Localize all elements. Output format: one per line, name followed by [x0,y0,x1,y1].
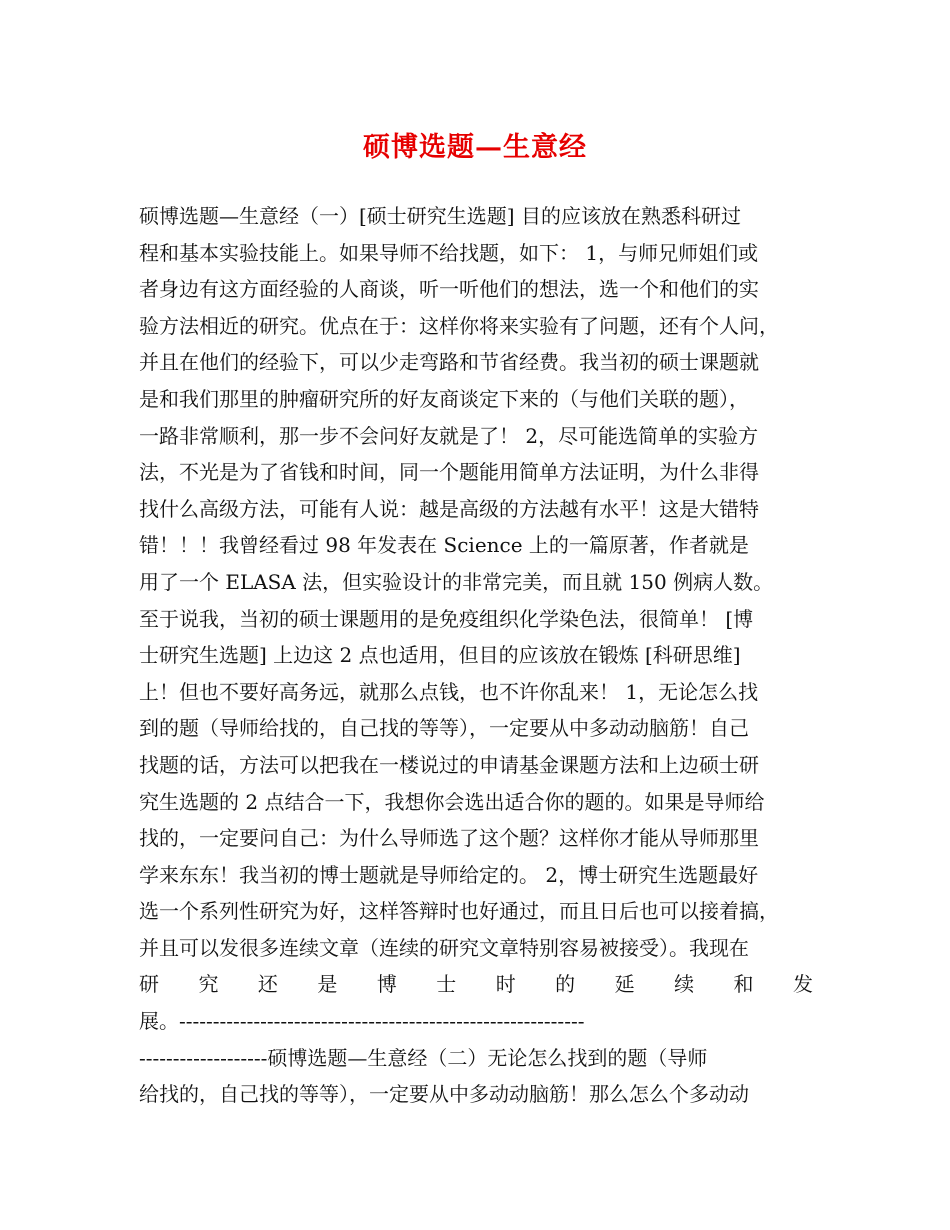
body-line: 用了一个 ELASA 法，但实验设计的非常完美，而且就 150 例病人数。 [139,569,774,594]
body-line: 一路非常顺利，那一步不会问好友就是了！ 2，尽可能选简单的实验方 [139,423,759,448]
body-line: 者身边有这方面经验的人商谈，听一听他们的想法，选一个和他们的实 [139,277,759,302]
body-line: 是和我们那里的肿瘤研究所的好友商谈定下来的（与他们关联的题）， [139,386,749,411]
body-line: 并且在他们的经验下，可以少走弯路和节省经费。我当初的硕士课题就 [139,350,759,375]
body-line: 上！但也不要好高务远，就那么点钱，也不许你乱来！ 1，无论怎么找 [139,679,759,704]
body-line: 找的，一定要问自己：为什么导师选了这个题？这样你才能从导师那里 [139,826,759,851]
document-title: 硕博选题—生意经 [363,132,587,163]
body-line: 找题的话，方法可以把我在一楼说过的申请基金课题方法和上边硕士研 [139,752,759,777]
body-line: 士研究生选题] 上边这 2 点也适用，但目的应该放在锻炼 [科研思维] [139,643,741,668]
document-body [139,198,813,1113]
body-line: 究生选题的 2 点结合一下，我想你会选出适合你的题的。如果是导师给 [139,789,765,814]
body-line: 法，不光是为了省钱和时间，同一个题能用简单方法证明，为什么非得 [139,460,759,485]
body-line-justified: 研 究 还 是 博 士 时 的 延 续 和 发 [139,972,813,997]
body-line: 错！！！我曾经看过 98 年发表在 Science 上的一篇原著，作者就是 [139,533,749,558]
body-line: 验方法相近的研究。优点在于：这样你将来实验有了问题，还有个人问， [139,313,779,338]
body-line: 程和基本实验技能上。如果导师不给找题，如下： 1，与师兄师姐们或 [139,240,759,265]
body-line: 至于说我，当初的硕士课题用的是免疫组织化学染色法，很简单！ [博 [139,606,754,631]
body-line: -------------------硕博选题—生意经（二）无论怎么找到的题（导师 [139,1045,708,1070]
body-line: 找什么高级方法，可能有人说：越是高级的方法越有水平！这是大错特 [139,496,759,521]
body-line: 给找的，自己找的等等），一定要从中多动动脑筋！那么怎么个多动动 [139,1082,749,1107]
body-line: 选一个系列性研究为好，这样答辩时也好通过，而且日后也可以接着搞， [139,899,779,924]
body-line: 硕博选题—生意经（一）[硕士研究生选题] 目的应该放在熟悉科研过 [139,204,741,228]
body-line: 并且可以发很多连续文章（连续的研究文章特别容易被接受）。我现在 [139,935,749,960]
body-line: 学来东东！我当初的博士题就是导师给定的。 2，博士研究生选题最好 [139,862,759,887]
body-line: 到的题（导师给找的，自己找的等等），一定要从中多动动脑筋！自己 [139,716,749,741]
body-line: 展。------------------------------------------------------------ [139,1009,585,1034]
